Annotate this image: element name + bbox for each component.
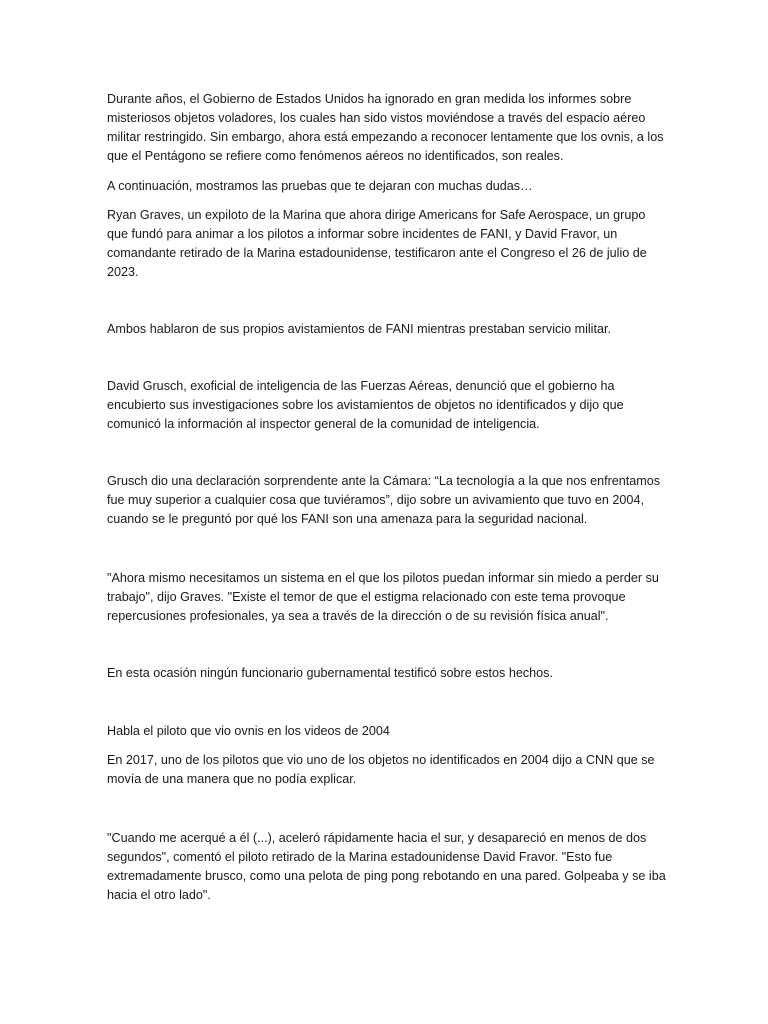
paragraph-continuation: A continuación, mostramos las pruebas que te dejaran con muchas dudas… bbox=[107, 179, 533, 193]
paragraph-graves-quote: "Ahora mismo necesitamos un sistema en el que los pilotos puedan informar sin miedo a perder su trabajo", dijo Graves. "Existe el temor de que el estigma relacionado con este tema provoque repercusiones profesionales, ya sea a través de la dirección o de su revisión física anual". bbox=[107, 571, 659, 623]
paragraph-no-official: En esta ocasión ningún funcionario gubernamental testificó sobre estos hechos. bbox=[107, 666, 553, 680]
paragraph-graves-fravor: Ryan Graves, un expiloto de la Marina que ahora dirige Americans for Safe Aerospace, un grupo que fundó para animar a los pilotos a informar sobre incidentes de FANI, y David Fravor, un comandante retirado de la Marina estadounidense, testificaron ante el Congreso el 26 de julio de 2023. bbox=[107, 208, 647, 279]
paragraph-grusch: David Grusch, exoficial de inteligencia de las Fuerzas Aéreas, denunció que el gobierno ha encubierto sus investigaciones sobre los avistamientos de objetos no identificados y dijo que comunicó la información al inspector general de la comunidad de inteligencia. bbox=[107, 379, 624, 431]
paragraph-cnn-2017: En 2017, uno de los pilotos que vio uno de los objetos no identificados en 2004 dijo a CNN que se movía de una manera que no podía explicar. bbox=[107, 753, 655, 786]
paragraph-fravor-quote: "Cuando me acerqué a él (...), aceleró rápidamente hacia el sur, y desapareció en menos de dos segundos", comentó el piloto retirado de la Marina estadounidense David Fravor. "Esto fue extremadamente brusco, como una pelota de ping pong rebotando en una pared. Golpeaba y se iba hacia el otro lado". bbox=[107, 831, 666, 902]
paragraph-grusch-statement: Grusch dio una declaración sorprendente ante la Cámara: “La tecnología a la que nos enfrentamos fue muy superior a cualquier cosa que tuviéramos”, dijo sobre un avivamiento que tuvo en 2004, cuando se le preguntó por qué los FANI son una amenaza para la seguridad nacional. bbox=[107, 474, 661, 526]
paragraph-intro: Durante años, el Gobierno de Estados Unidos ha ignorado en gran medida los informes sobre misteriosos objetos voladores, los cuales han sido vistos moviéndose a través del espacio aéreo militar restringido. Sin embargo, ahora está empezando a reconocer lentamente que los ovnis, a los que el Pentágono se refiere como fenómenos aéreos no identificados, son reales. bbox=[107, 92, 664, 163]
paragraph-both-spoke: Ambos hablaron de sus propios avistamientos de FANI mientras prestaban servicio militar. bbox=[107, 322, 611, 336]
section-heading-pilot: Habla el piloto que vio ovnis en los videos de 2004 bbox=[107, 724, 390, 738]
